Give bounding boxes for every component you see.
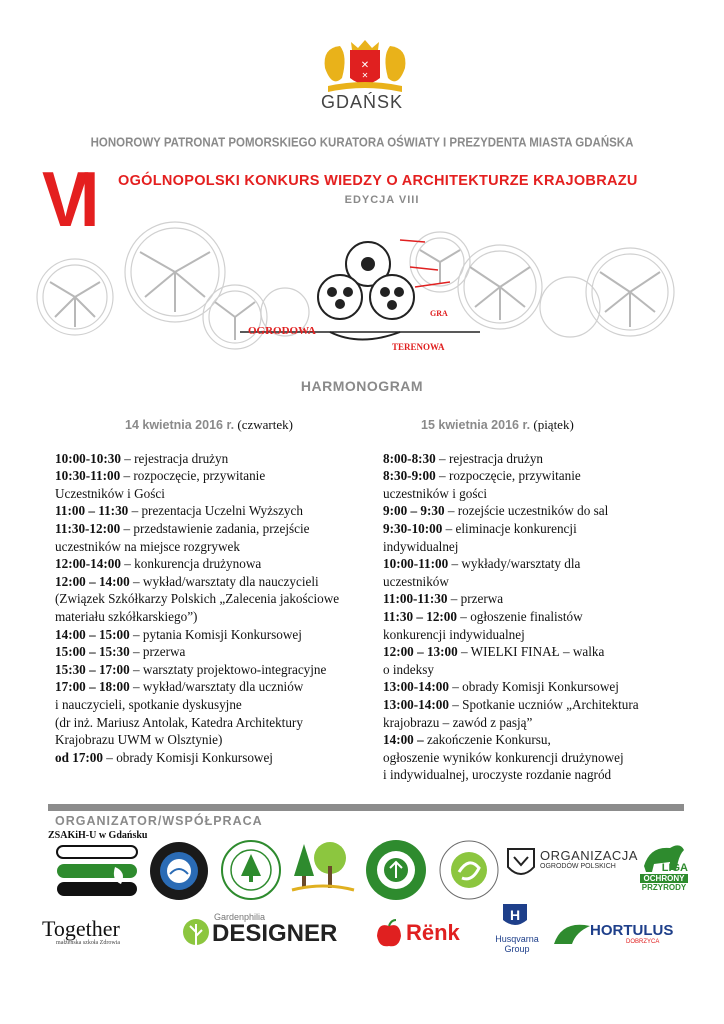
- contest-title: OGÓLNOPOLSKI KONKURS WIEDZY O ARCHITEKTURZE KRAJOBRAZU: [118, 173, 638, 189]
- entry-time: 12:00 – 13:00: [383, 644, 458, 660]
- nursery-association-seal-icon: [364, 838, 428, 902]
- entry-text: uczestników na miejsce rozgrywek: [55, 538, 240, 554]
- entry-time: 12:00 – 14:00: [55, 573, 130, 589]
- schedule-entry: [383, 643, 683, 661]
- entry-text: – rejestracja drużyn: [435, 450, 544, 466]
- entry-time: 8:30-9:00: [383, 468, 436, 484]
- schedule-entry: [55, 590, 375, 608]
- entry-text: konkurencji indywidualnej: [383, 626, 525, 642]
- gardenphilia-logo: [212, 912, 347, 950]
- entry-time: 9:00 – 9:30: [383, 503, 445, 519]
- gardenphilia-top: Gardenphilia: [214, 912, 266, 922]
- entry-time: 10:00-11:00: [383, 556, 449, 572]
- schedule-entry: [383, 766, 683, 784]
- entry-time: 14:00 – 15:00: [55, 626, 130, 642]
- day2-weekday: (piątek): [530, 417, 574, 432]
- entry-text: – rejestracja drużyn: [120, 450, 229, 466]
- schedule-entry: [55, 626, 375, 644]
- day2-header: [383, 416, 683, 435]
- schedule-entry: [55, 520, 375, 538]
- entry-text: i nauczycieli, spotkanie dyskusyjne: [55, 696, 242, 712]
- entry-time: 11:30-12:00: [55, 520, 121, 536]
- schedule-entry: [383, 538, 683, 556]
- schedule-entry: [383, 749, 683, 767]
- schedule-entry: [55, 731, 375, 749]
- schedule-entry: [383, 731, 683, 749]
- schedule-entry: [55, 661, 375, 679]
- schedule-entry: [55, 467, 375, 485]
- entry-time: 14:00 –: [383, 732, 424, 748]
- entry-text: – konkurencja drużynowa: [120, 556, 262, 572]
- schedule-entry: [55, 538, 375, 556]
- schedule-entry: [383, 696, 683, 714]
- organizers-divider: [48, 804, 684, 811]
- day1-weekday: (czwartek): [234, 417, 293, 432]
- day1-column: [55, 416, 375, 766]
- entry-text: – ogłoszenie finalistów: [457, 608, 583, 624]
- entry-text: (Związek Szkółkarzy Polskich „Zalecenia jakościowe: [55, 591, 340, 607]
- day1-entries: [55, 450, 375, 767]
- entry-text: – eliminacje konkurencji: [442, 520, 577, 536]
- together-logo: [42, 918, 142, 952]
- entry-time: 10:30-11:00: [55, 468, 121, 484]
- entry-text: – WIELKI FINAŁ – walka: [457, 644, 605, 660]
- day2-entries: [383, 450, 683, 784]
- together-sub: małżeńska szkoła Zdrowia: [56, 940, 120, 946]
- entry-time: 11:30 – 12:00: [383, 608, 457, 624]
- schedule-heading: HARMONOGRAM: [300, 378, 424, 394]
- entry-text: – obrady Komisji Konkursowej: [103, 749, 273, 765]
- entry-text: – wykład/warsztaty dla nauczycieli: [129, 573, 319, 589]
- entry-text: Uczestników i Gości: [55, 485, 165, 501]
- entry-time: 8:00-8:30: [383, 450, 436, 466]
- schedule-entry: [55, 749, 375, 767]
- entry-text: ogłoszenie wyników konkurencji drużynowej: [383, 749, 624, 765]
- entry-time: 11:00-11:30: [383, 591, 448, 607]
- education-centre-seal-icon: [436, 838, 502, 902]
- entry-time: 11:00 – 11:30: [55, 503, 129, 519]
- entry-text: (dr inż. Mariusz Antolak, Katedra Architektury: [55, 714, 303, 730]
- schedule-entry: [383, 608, 683, 626]
- edition-numeral: VI: [42, 155, 91, 243]
- gdansk-coat-of-arms-icon: [320, 38, 410, 98]
- banner-word-gra: GRA: [430, 309, 448, 318]
- ogp-shield-icon: [506, 845, 536, 883]
- schedule-entry: [383, 573, 683, 591]
- entry-text: Krajobrazu UWM w Olsztynie): [55, 732, 223, 748]
- day2-column: [383, 416, 683, 784]
- renk-apple-icon: [374, 918, 404, 950]
- city-name: GDAŃSK: [320, 92, 404, 112]
- entry-text: i indywidualnej, uroczyste rozdanie nagród: [383, 767, 612, 783]
- entry-time: 13:00-14:00: [383, 679, 449, 695]
- entry-text: – obrady Komisji Konkursowej: [448, 679, 619, 695]
- schedule-entry: [383, 590, 683, 608]
- ogp-line1: ORGANIZACJA: [540, 848, 638, 863]
- organizer-name: ZSAKiH-U w Gdańsku: [48, 830, 148, 841]
- banner-illustration: [30, 212, 694, 362]
- entry-time: 12:00-14:00: [55, 556, 121, 572]
- entry-time: 17:00 – 18:00: [55, 679, 130, 695]
- zsakih-logo-icon: [55, 842, 140, 900]
- schedule-entry: [383, 520, 683, 538]
- entry-time: 9:30-10:00: [383, 520, 443, 536]
- schedule-entry: [55, 608, 375, 626]
- schedule-entry: [383, 555, 683, 573]
- forest-trees-icon: [290, 836, 356, 902]
- schedule-entry: [55, 643, 375, 661]
- entry-text: indywidualnej: [383, 538, 459, 554]
- renk-text: Rënk: [406, 920, 460, 945]
- hortulus-logo: [590, 922, 680, 950]
- ogp-line2: OGRODÓW POLSKICH: [540, 863, 616, 870]
- entry-text: materiału szkółkarskiego”): [55, 608, 198, 624]
- liga-logo: [640, 836, 688, 902]
- svg-text:H: H: [509, 907, 521, 923]
- entry-text: krajobrazu – zawód z pasją”: [383, 714, 533, 730]
- entry-time: 13:00-14:00: [383, 696, 449, 712]
- schedule-entry: [383, 714, 683, 732]
- ogp-logo-text: [540, 848, 638, 880]
- entry-text: uczestników: [383, 573, 449, 589]
- husqvarna-line1: Husqvarna: [495, 934, 539, 944]
- entry-text: zakończenie Konkursu,: [423, 732, 551, 748]
- gardenphilia-main: DESIGNER: [212, 920, 338, 947]
- entry-text: uczestników i gości: [383, 485, 488, 501]
- banner-word-ogrodowa: OGRODOWA: [248, 325, 316, 337]
- gardenphilia-leaf-icon: [182, 912, 210, 948]
- liga-text: LIGA: [661, 862, 688, 874]
- day1-date: 14 kwietnia 2016 r.: [125, 418, 235, 432]
- entry-time: 10:00-10:30: [55, 450, 121, 466]
- organizers-heading: ORGANIZATOR/WSPÓŁPRACA: [55, 814, 263, 828]
- schedule-entry: [55, 696, 375, 714]
- entry-text: – przerwa: [447, 591, 504, 607]
- entry-text: – rozpoczęcie, przywitanie: [435, 468, 581, 484]
- edition-label: EDYCJA VIII: [344, 194, 420, 206]
- schedule-entry: [383, 678, 683, 696]
- day1-header: [55, 416, 375, 435]
- hortulus-plant-icon: [552, 918, 592, 948]
- svg-text:✕: ✕: [360, 60, 370, 71]
- entry-time: 15:00 – 15:30: [55, 644, 130, 660]
- husqvarna-crown-icon: [500, 898, 530, 932]
- entry-text: – przedstawienie zadania, przejście: [120, 520, 310, 536]
- entry-time: od 17:00: [55, 749, 103, 765]
- entry-text: – rozpoczęcie, przywitanie: [120, 468, 266, 484]
- entry-text: – pytania Komisji Konkursowej: [129, 626, 302, 642]
- patronage-line: HONOROWY PATRONAT POMORSKIEGO KURATORA OŚWIATY I PREZYDENTA MIASTA GDAŃSKA: [90, 136, 634, 150]
- husqvarna-logo: [490, 934, 544, 958]
- schedule-entry: [383, 467, 683, 485]
- day2-date: 15 kwietnia 2016 r.: [421, 418, 531, 432]
- schedule-entry: [383, 485, 683, 503]
- liga-sub1: OCHRONY: [640, 874, 688, 883]
- landscape-association-seal-icon: [216, 838, 286, 902]
- entry-text: – Spotkanie uczniów „Architektura: [448, 696, 639, 712]
- entry-text: – przerwa: [129, 644, 186, 660]
- liga-sub2: PRZYRODY: [641, 883, 687, 892]
- entry-text: – warsztaty projektowo-integracyjne: [129, 661, 327, 677]
- schedule-entry: [55, 678, 375, 696]
- hortulus-sub: DOBRZYCA: [626, 939, 660, 945]
- entry-time: 15:30 – 17:00: [55, 661, 130, 677]
- schedule-entry: [383, 450, 683, 468]
- schedule-entry: [55, 485, 375, 503]
- together-text: Together: [42, 916, 120, 941]
- hortulus-text: HORTULUS: [590, 922, 674, 939]
- entry-text: – rozejście uczestników do sal: [444, 503, 609, 519]
- schedule-entry: [383, 626, 683, 644]
- schedule-entry: [383, 502, 683, 520]
- schedule-entry: [55, 450, 375, 468]
- renk-logo: [406, 918, 476, 950]
- entry-text: – wykład/warsztaty dla uczniów: [129, 679, 304, 695]
- schedule-entry: [55, 502, 375, 520]
- schedule-entry: [383, 661, 683, 679]
- schedule-entry: [55, 573, 375, 591]
- entry-text: – wykłady/warsztaty dla: [448, 556, 581, 572]
- svg-text:✕: ✕: [361, 71, 369, 80]
- entry-text: o indeksy: [383, 661, 434, 677]
- entry-text: – prezentacja Uczelni Wyższych: [128, 503, 303, 519]
- banner-word-terenowa: TERENOWA: [392, 342, 445, 352]
- schedule-entry: [55, 714, 375, 732]
- schedule-entry: [55, 555, 375, 573]
- husqvarna-line2: Group: [504, 944, 530, 954]
- university-seal-icon: [148, 840, 210, 902]
